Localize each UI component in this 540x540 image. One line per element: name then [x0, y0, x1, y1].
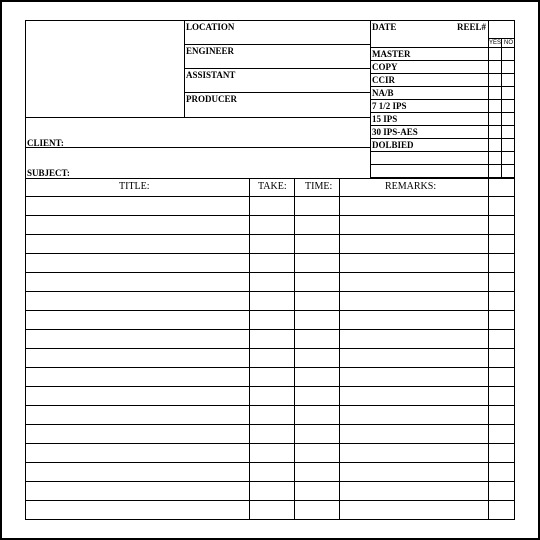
table-row-line	[25, 386, 515, 387]
producer-label: PRODUCER	[186, 94, 237, 104]
box-right	[514, 20, 515, 520]
checklist-row-line	[370, 125, 515, 126]
checklist-item-label: 7 1/2 IPS	[372, 101, 407, 111]
box-left	[25, 20, 26, 520]
table-col-time-remarks	[339, 178, 340, 520]
time-column-header: TIME:	[305, 181, 333, 192]
checklist-item-label: COPY	[372, 62, 398, 72]
line-under-location	[184, 44, 371, 45]
subject-label: SUBJECT:	[27, 168, 70, 178]
no-label: NO	[504, 40, 513, 46]
box-bottom	[25, 519, 515, 520]
table-row-line	[25, 253, 515, 254]
checklist-row-line	[370, 164, 515, 165]
remarks-column-header: REMARKS:	[385, 181, 437, 192]
line-under-yesno	[488, 38, 515, 39]
table-row-line	[25, 424, 515, 425]
checklist-item-label: DOLBIED	[372, 140, 414, 150]
table-row-line	[25, 329, 515, 330]
table-row-line	[25, 310, 515, 311]
table-col-take-time	[294, 178, 295, 520]
reel-label: REEL#	[457, 22, 487, 32]
line-under-subject	[25, 178, 515, 179]
line-under-producer	[25, 117, 371, 118]
checklist-row-line	[370, 99, 515, 100]
engineer-label: ENGINEER	[186, 46, 235, 56]
date-label: DATE	[372, 22, 397, 32]
checklist-item-label: 30 IPS-AES	[372, 127, 418, 137]
checklist-item-label: 15 IPS	[372, 114, 398, 124]
table-row-line	[25, 481, 515, 482]
checklist-item-label: MASTER	[372, 49, 411, 59]
checklist-row-line	[370, 151, 515, 152]
checklist-row-line	[370, 86, 515, 87]
table-row-line	[25, 272, 515, 273]
checklist-col-no	[501, 38, 502, 178]
frame-top	[0, 0, 540, 2]
checklist-item-label: CCIR	[372, 75, 396, 85]
checklist-item-label: NA/B	[372, 88, 394, 98]
table-col-title-take	[249, 178, 250, 520]
table-row-line	[25, 215, 515, 216]
table-row-line	[25, 348, 515, 349]
frame-left	[0, 0, 2, 540]
table-row-line	[25, 443, 515, 444]
line-under-engineer	[184, 68, 371, 69]
table-row-line	[25, 405, 515, 406]
yes-label: YES	[489, 40, 502, 46]
checklist-row-line	[370, 112, 515, 113]
table-row-line	[25, 500, 515, 501]
table-row-line	[25, 462, 515, 463]
table-col-remarks-right	[488, 178, 489, 520]
table-row-line	[25, 196, 515, 197]
checklist-row-line	[370, 60, 515, 61]
take-column-header: TAKE:	[258, 181, 287, 192]
checklist-row-line	[370, 177, 515, 178]
client-label: CLIENT:	[27, 138, 64, 148]
location-label: LOCATION	[186, 22, 235, 32]
box-top	[25, 20, 515, 21]
assistant-label: ASSISTANT	[186, 70, 236, 80]
table-row-line	[25, 291, 515, 292]
checklist-row-line	[370, 138, 515, 139]
checklist-row-line	[370, 73, 515, 74]
table-row-line	[25, 367, 515, 368]
table-row-line	[25, 234, 515, 235]
line-under-assistant	[184, 92, 371, 93]
title-column-header: TITLE:	[119, 181, 150, 192]
line-under-client	[25, 147, 371, 148]
line-under-date	[370, 47, 515, 48]
